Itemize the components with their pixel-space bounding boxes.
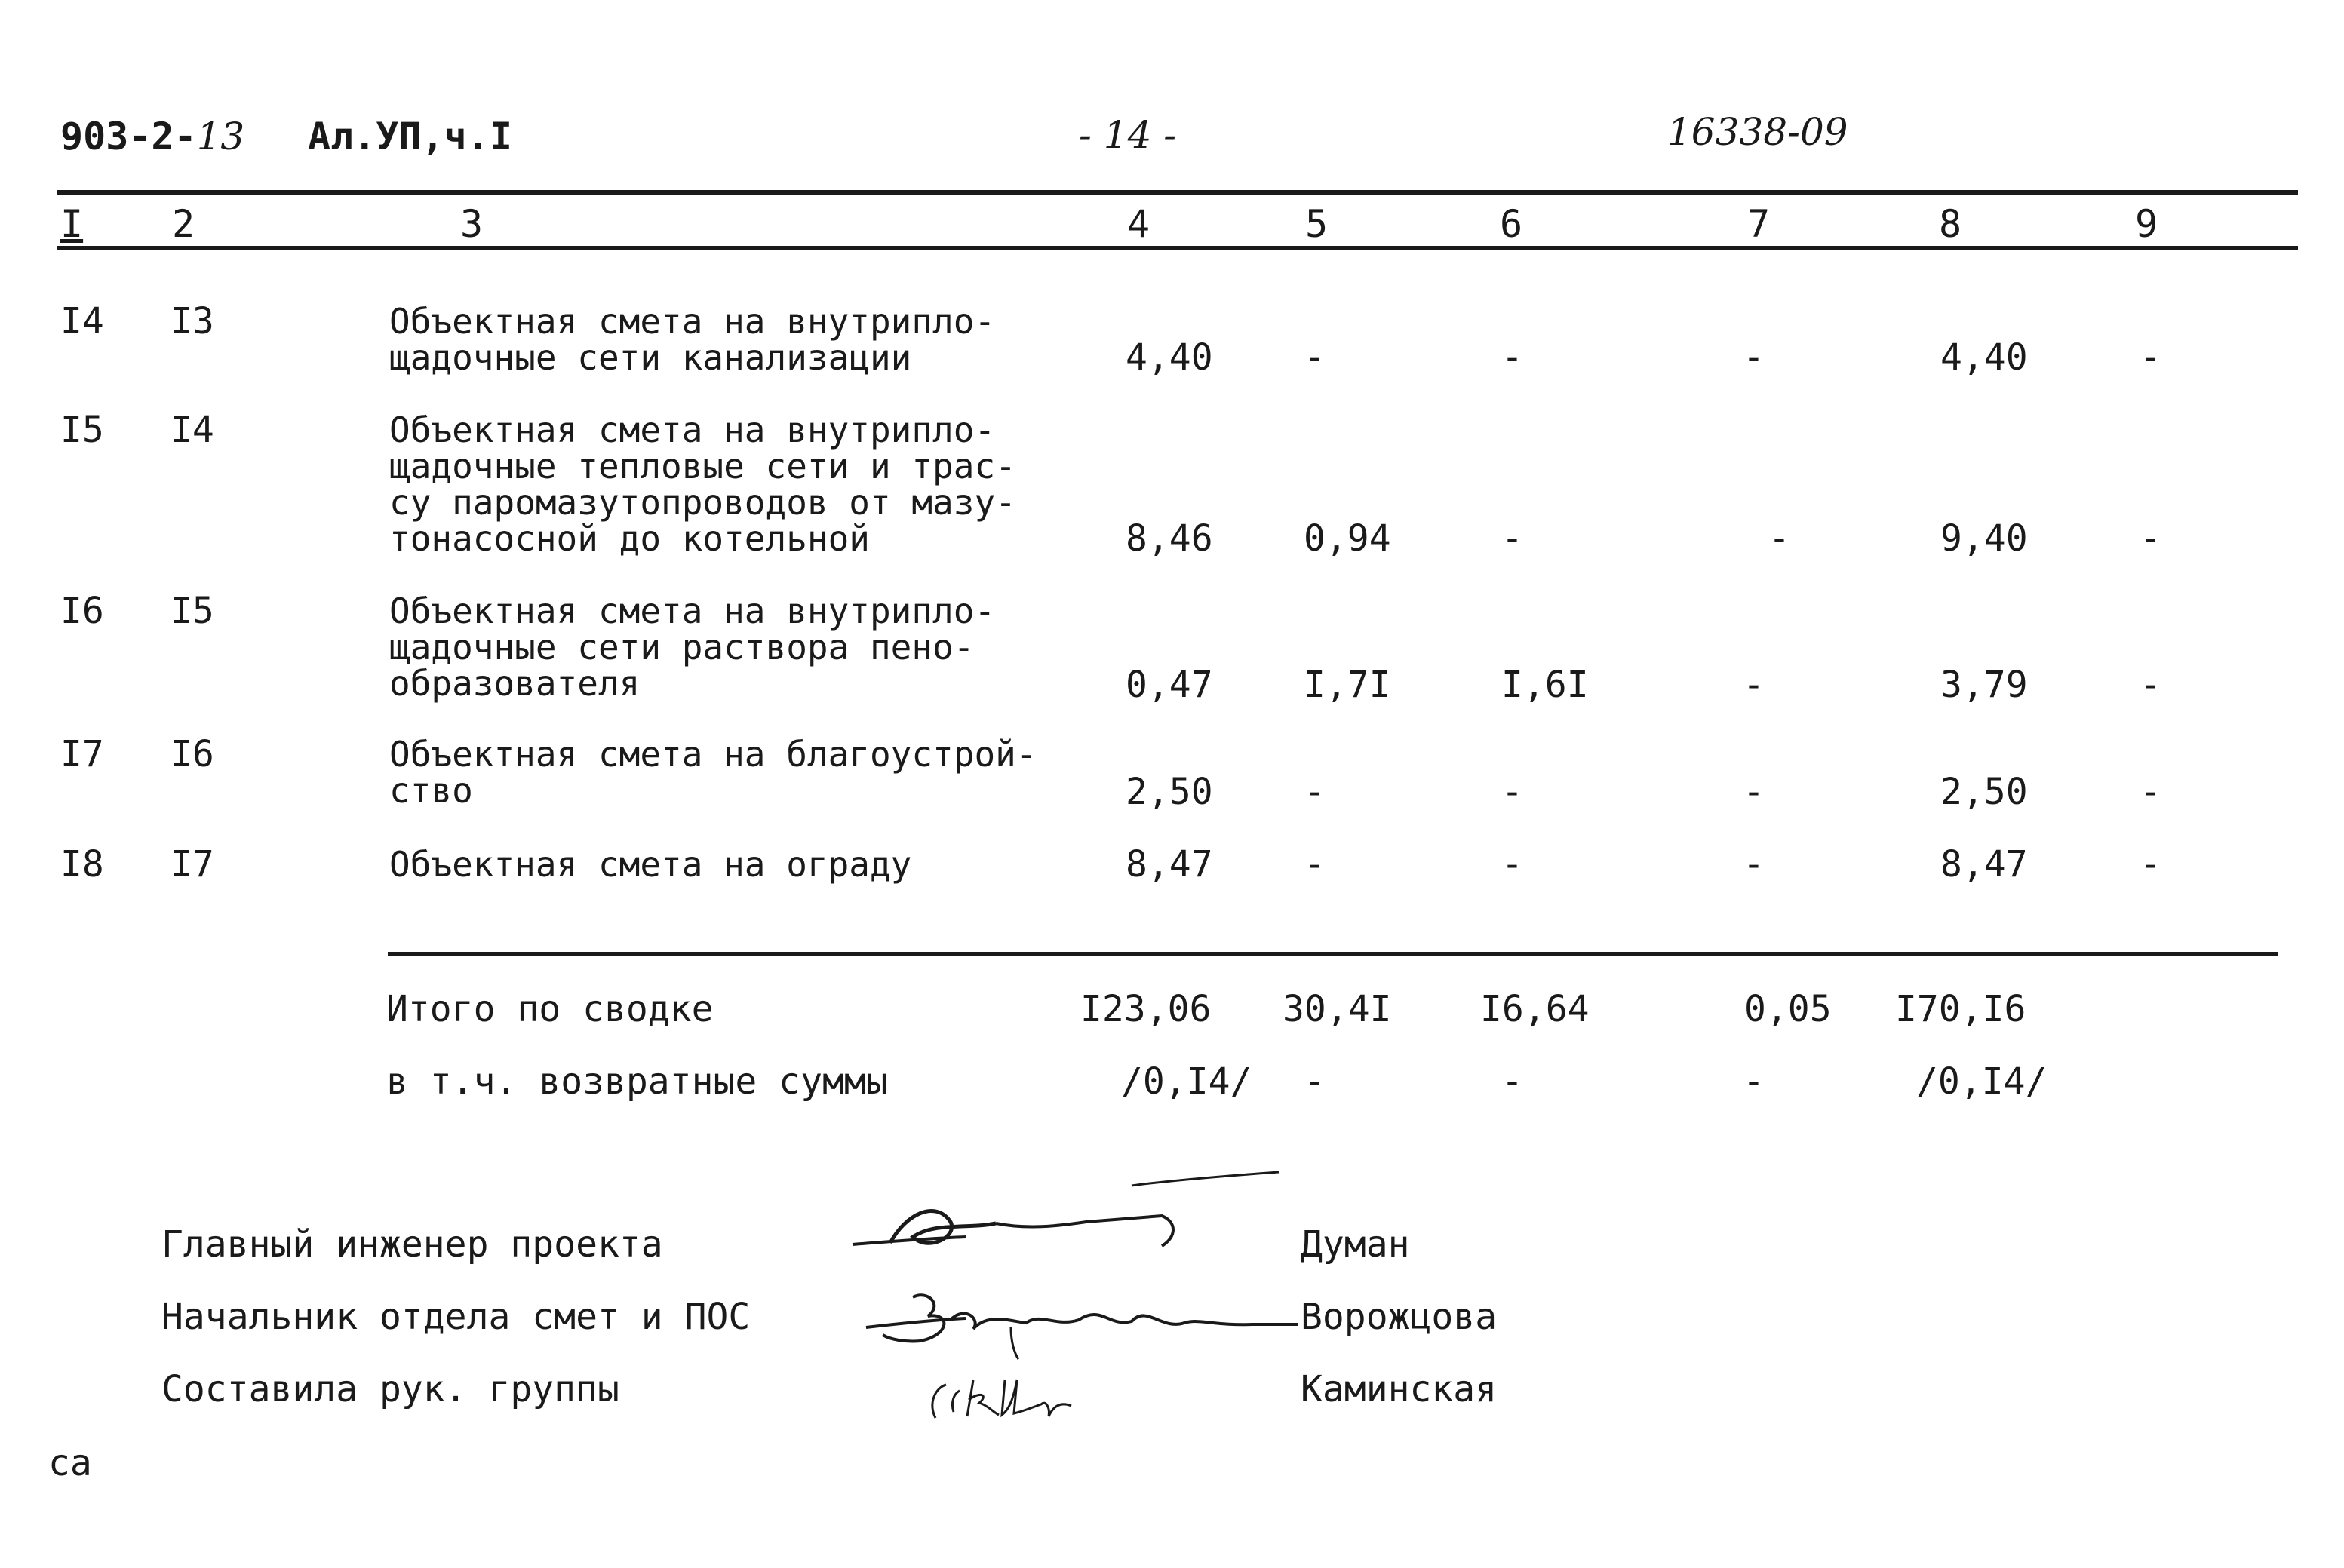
column-number: 2 bbox=[172, 202, 195, 246]
row-number: I6 bbox=[60, 590, 104, 632]
estimate-number: I7 bbox=[171, 843, 214, 885]
estimate-number: I4 bbox=[171, 409, 214, 451]
refunds-col8: /0,I4/ bbox=[1916, 1060, 2048, 1103]
cell-col8: 9,40 bbox=[1940, 517, 2028, 560]
cell-col4: 0,47 bbox=[1126, 664, 1213, 706]
cell-col9: - bbox=[2140, 843, 2161, 885]
signature-name: Каминская bbox=[1301, 1368, 1498, 1410]
signature-scrawl-1 bbox=[845, 1169, 1298, 1267]
signature-role: Составила рук. группы bbox=[161, 1368, 619, 1410]
row-description-line: щадочные сети канализации bbox=[389, 337, 912, 378]
column-number: I bbox=[60, 202, 84, 246]
cell-col8: 4,40 bbox=[1940, 336, 2028, 379]
totals-col5: 30,4I bbox=[1283, 988, 1392, 1030]
series-code bbox=[60, 115, 244, 158]
row-number: I5 bbox=[60, 409, 104, 451]
column-number: 3 bbox=[460, 202, 484, 246]
cell-col5: - bbox=[1304, 843, 1326, 885]
row-description-line: Объектная смета на внутрипло- bbox=[389, 301, 996, 342]
cell-col7: - bbox=[1743, 843, 1765, 885]
cell-col9: - bbox=[2140, 664, 2161, 706]
cell-col8: 2,50 bbox=[1940, 771, 2028, 813]
refunds-col5: - bbox=[1304, 1060, 1326, 1103]
cell-col7: - bbox=[1768, 517, 1790, 560]
cell-col5: - bbox=[1304, 336, 1326, 379]
document-code: 16338-09 bbox=[1667, 110, 1848, 154]
refunds-col6: - bbox=[1501, 1060, 1523, 1103]
album-code: Ал.УП,ч.I bbox=[308, 115, 512, 158]
cell-col5: I,7I bbox=[1304, 664, 1391, 706]
estimate-number: I6 bbox=[171, 733, 214, 775]
header-top-rule bbox=[57, 190, 2298, 195]
signature-name: Думан bbox=[1301, 1223, 1410, 1266]
cell-col6: - bbox=[1501, 517, 1523, 560]
totals-rule bbox=[388, 952, 2278, 956]
cell-col5: 0,94 bbox=[1304, 517, 1391, 560]
series-prefix: 903-2- bbox=[60, 115, 197, 158]
cell-col7: - bbox=[1743, 771, 1765, 813]
cell-col7: - bbox=[1743, 336, 1765, 379]
row-description-line: щадочные сети раствора пено- bbox=[389, 627, 975, 667]
signature-name: Ворожцова bbox=[1301, 1296, 1498, 1338]
cell-col6: - bbox=[1501, 336, 1523, 379]
header-bottom-rule bbox=[57, 246, 2298, 250]
column-number: 6 bbox=[1500, 202, 1523, 246]
cell-col4: 8,47 bbox=[1126, 843, 1213, 885]
refunds-col4: /0,I4/ bbox=[1121, 1060, 1252, 1103]
cell-col9: - bbox=[2140, 771, 2161, 813]
totals-label: Итого по сводке bbox=[386, 988, 714, 1030]
column-number: 9 bbox=[2135, 202, 2158, 246]
column-number: 8 bbox=[1939, 202, 1962, 246]
row-description-line: щадочные тепловые сети и трас- bbox=[389, 446, 1016, 486]
estimate-number: I5 bbox=[171, 590, 214, 632]
signature-role: Главный инженер проекта bbox=[161, 1223, 663, 1266]
totals-col7: 0,05 bbox=[1744, 988, 1832, 1030]
page-number: - 14 - bbox=[1079, 113, 1177, 157]
row-description-line: Объектная смета на внутрипло- bbox=[389, 591, 996, 631]
row-description-line: тонасосной до котельной bbox=[389, 518, 870, 559]
cell-col5: - bbox=[1304, 771, 1326, 813]
column-number: 4 bbox=[1127, 202, 1150, 246]
series-number: 13 bbox=[196, 115, 245, 158]
row-description-line: образователя bbox=[389, 663, 641, 704]
cell-col7: - bbox=[1743, 664, 1765, 706]
cell-col9: - bbox=[2140, 517, 2161, 560]
signature-role: Начальник отдела смет и ПОС bbox=[161, 1296, 751, 1338]
cell-col8: 3,79 bbox=[1940, 664, 2028, 706]
cell-col4: 4,40 bbox=[1126, 336, 1213, 379]
row-number: I7 bbox=[60, 733, 104, 775]
totals-col4: I23,06 bbox=[1080, 988, 1212, 1030]
cell-col4: 2,50 bbox=[1126, 771, 1213, 813]
cell-col6: - bbox=[1501, 771, 1523, 813]
row-description-line: Объектная смета на ограду bbox=[389, 844, 912, 885]
cell-col9: - bbox=[2140, 336, 2161, 379]
row-number: I4 bbox=[60, 300, 104, 342]
row-description-line: Объектная смета на благоустрой- bbox=[389, 734, 1037, 775]
column-number: 5 bbox=[1305, 202, 1329, 246]
cell-col6: - bbox=[1501, 843, 1523, 885]
totals-col6: I6,64 bbox=[1480, 988, 1590, 1030]
row-description-line: ство bbox=[389, 770, 473, 811]
cell-col4: 8,46 bbox=[1126, 517, 1213, 560]
signature-scrawl-2 bbox=[860, 1275, 1313, 1365]
totals-col8: I70,I6 bbox=[1895, 988, 2026, 1030]
footer-mark: са bbox=[48, 1442, 92, 1484]
signature-scrawl-3 bbox=[920, 1358, 1147, 1433]
row-number: I8 bbox=[60, 843, 104, 885]
column-number: 7 bbox=[1747, 202, 1771, 246]
refunds-label: в т.ч. возвратные суммы bbox=[386, 1060, 888, 1103]
row-description-line: Объектная смета на внутрипло- bbox=[389, 410, 996, 450]
refunds-col7: - bbox=[1743, 1060, 1765, 1103]
row-description-line: су паромазутопроводов от мазу- bbox=[389, 482, 1016, 523]
cell-col6: I,6I bbox=[1501, 664, 1589, 706]
cell-col8: 8,47 bbox=[1940, 843, 2028, 885]
estimate-number: I3 bbox=[171, 300, 214, 342]
